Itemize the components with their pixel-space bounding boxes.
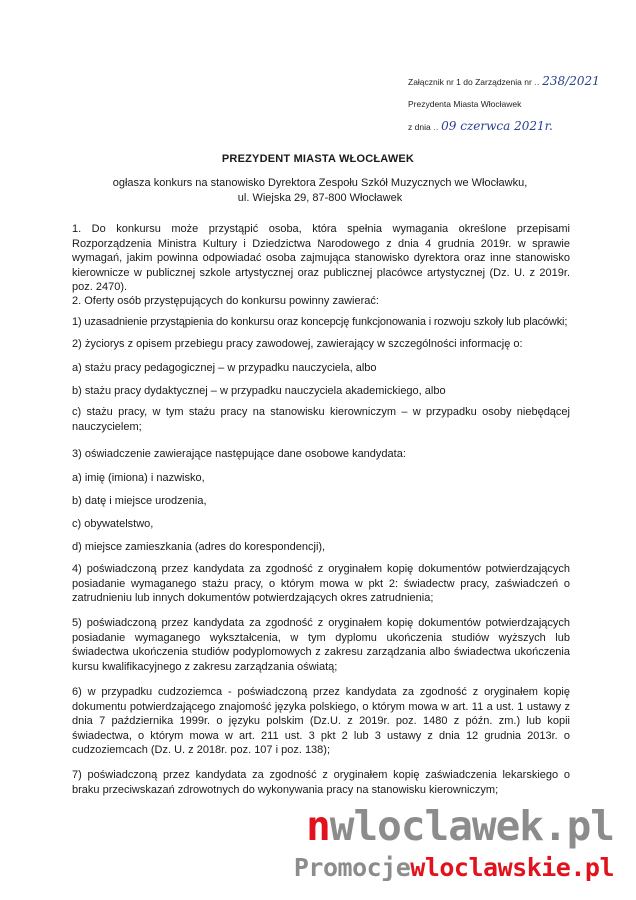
subtitle-line-2: ul. Wiejska 29, 87-800 Włocławek [237, 192, 403, 204]
list-item-3c: c) obywatelstwo, [72, 518, 154, 530]
list-item-2c: c) stażu pracy, w tym stażu pracy na stanowisku kierowniczym – w przypadku osoby niebędącej nauczycielem; [72, 406, 570, 433]
header-president-line: Prezydenta Miasta Włocławek [408, 99, 522, 109]
watermark-promocje [294, 855, 614, 880]
header-date-label: z dnia [408, 122, 431, 132]
paragraph-requirements: 1. Do konkursu może przystąpić osoba, która spełnia wymagania określone przepisami Rozporządzenia Ministra Kultury i Dziedzictwa Narodowego z dnia 4 grudnia 2019r. w sprawie wymagań, jakim powinna odpowiadać osoba zajmująca stanowisko dyrektora oraz inne stanowisko kierownicze w publicznej szkole artystycznej oraz publicznej placówce artystycznej (Dz. U. z 2019r. poz. 2470). [72, 223, 570, 294]
dotted-leader: .. [433, 122, 439, 132]
watermark-nwloclawek [306, 802, 614, 850]
list-item-3a: a) imię (imiona) i nazwisko, [72, 472, 205, 484]
list-item-3b: b) datę i miejsce urodzenia, [72, 495, 207, 507]
document-subtitle [60, 176, 580, 206]
watermark-accent-letter: n [306, 802, 330, 850]
attachment-header [408, 70, 623, 138]
header-regulation-label: Załącznik nr 1 do Zarządzenia nr [408, 77, 532, 87]
list-item-2a: a) stażu pracy pedagogicznej – w przypadku nauczyciela, albo [72, 362, 377, 374]
list-item-6: 6) w przypadku cudzoziemca - poświadczoną przez kandydata za zgodność z oryginałem kopię dokumentu potwierdzającego znajomość języka polskiego, o którym mowa w art. 11 a ust. 1 ustawy z dnia 7 października 1999r. o języku polskim (Dz.U. z 2019r. poz. 1480 z późn. zm.) lub kopii świadectwa, o którym mowa w art. 211 ust. 3 pkt 2 lub 3 ustawy z dnia 12 grudnia 2013r. o cudzoziemcach (Dz. U. z 2018r. poz. 107 i poz. 138); [72, 686, 570, 757]
watermark-domain: wloclawek.pl [329, 802, 614, 850]
watermark-promocje-domain: wloclawskie.pl [410, 853, 614, 882]
list-item-3d: d) miejsce zamieszkania (adres do korespondencji), [72, 541, 326, 553]
list-item-1: 1) uzasadnienie przystąpienia do konkursu oraz koncepcję funkcjonowania i rozwoju szkoły lub placówki; [72, 316, 568, 328]
watermark-promocje-word: Promocje [293, 853, 411, 882]
header-regulation-line [408, 70, 623, 93]
document-title: PREZYDENT MIASTA WŁOCŁAWEK [221, 153, 415, 165]
handwritten-regulation-number: 238/2021 [542, 74, 600, 88]
list-item-2b: b) stażu pracy dydaktycznej – w przypadku nauczyciela akademickiego, albo [72, 385, 446, 397]
list-item-4: 4) poświadczoną przez kandydata za zgodność z oryginałem kopię dokumentów potwierdzających posiadanie wymaganego stażu pracy, o którym mowa w pkt 2: świadectw pracy, zaświadczeń o zatrudnieniu lub innych dokumentów potwierdzających okres zatrudnienia; [72, 563, 570, 605]
paragraph-offer-contents: 2. Oferty osób przystępujących do konkursu powinny zawierać: [72, 295, 379, 307]
dotted-leader: .. [534, 77, 540, 87]
list-item-5: 5) poświadczoną przez kandydata za zgodność z oryginałem kopię dokumentów potwierdzających posiadanie wymaganego wykształcenia, w tym dyplomu ukończenia studiów wyższych lub świadectwa ukończenia studiów podyplomowych z zakresu zarządzania albo świadectwa ukończenia kursu kwalifikacyjnego z zakresu zarządzania oświatą; [72, 617, 570, 673]
header-date-line [408, 115, 623, 138]
subtitle-line-1: ogłasza konkurs na stanowisko Dyrektora Zespołu Szkół Muzycznych we Włocławku, [112, 177, 528, 189]
list-item-2: 2) życiorys z opisem przebiegu pracy zawodowej, zawierający w szczególności informację o: [72, 338, 523, 350]
list-item-3: 3) oświadczenie zawierające następujące dane osobowe kandydata: [72, 448, 406, 460]
handwritten-date: 09 czerwca 2021r. [441, 119, 553, 133]
list-item-7: 7) poświadczoną przez kandydata za zgodność z oryginałem kopię zaświadczenia lekarskiego o braku przeciwskazań zdrowotnych do wykonywania pracy na stanowisku kierowniczym; [72, 769, 570, 796]
